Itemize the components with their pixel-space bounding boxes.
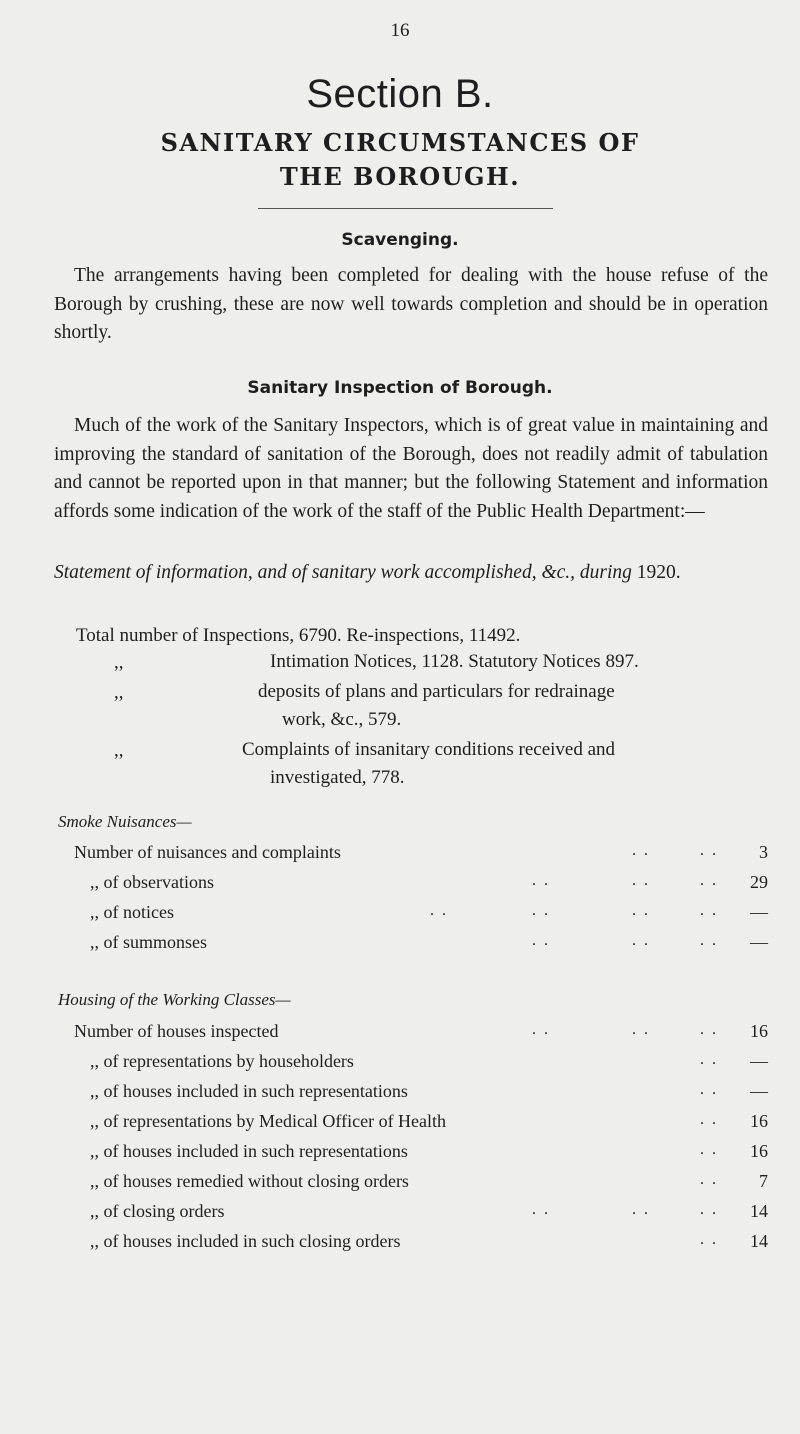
row-label: ,, of houses included in such representations xyxy=(90,1081,408,1101)
table-row xyxy=(54,1081,768,1109)
table-row xyxy=(54,1171,768,1199)
leader-dots: . . xyxy=(700,1201,718,1218)
leader-dots: . . xyxy=(700,1081,718,1098)
smoke-heading: Smoke Nuisances— xyxy=(58,812,192,831)
table-row xyxy=(54,1231,768,1259)
leader-dots: . . xyxy=(700,932,718,949)
leader-dots: . . xyxy=(700,872,718,889)
row-label: ,, of houses remedied without closing orders xyxy=(90,1171,409,1191)
row-label: ,, of closing orders xyxy=(90,1201,225,1221)
divider xyxy=(258,208,553,209)
leader-dots: . . xyxy=(700,1051,718,1068)
scavenging-paragraph: The arrangements having been completed for dealing with the house refuse of the Borough by crushing, these are now well towards completion and should be in operation shortly. xyxy=(54,265,768,344)
row-value: 16 xyxy=(750,1021,768,1041)
row-value: — xyxy=(750,1051,768,1071)
statement-italic: Statement of information, and of sanitary work accomplished, &c., during xyxy=(54,562,632,583)
row-value: 14 xyxy=(750,1201,768,1221)
row-label: ,, of notices xyxy=(90,902,174,922)
totals-line-1: Total number of Inspections, 6790. Re-inspections, 11492. xyxy=(76,625,521,646)
leader-dots: . . xyxy=(532,932,550,949)
housing-heading: Housing of the Working Classes— xyxy=(58,990,291,1009)
leader-dots: . . xyxy=(700,1111,718,1128)
table-row xyxy=(54,1201,768,1229)
table-row xyxy=(54,1111,768,1139)
ditto-mark: ,, xyxy=(114,740,124,761)
section-title: Section B. xyxy=(306,72,494,116)
table-row xyxy=(54,1021,768,1049)
page-number: 16 xyxy=(390,20,410,41)
leader-dots: . . xyxy=(700,1171,718,1188)
row-label: Number of nuisances and complaints xyxy=(74,842,341,862)
table-row xyxy=(54,872,768,900)
table-row xyxy=(54,1051,768,1079)
leader-dots: . . xyxy=(632,872,650,889)
leader-dots: . . xyxy=(700,1141,718,1158)
row-value: 3 xyxy=(759,842,768,862)
statement-heading xyxy=(54,559,768,588)
leader-dots: . . xyxy=(632,1201,650,1218)
totals-line-4b: investigated, 778. xyxy=(270,767,405,788)
row-label: ,, of representations by Medical Officer of Health xyxy=(90,1111,447,1131)
row-label: ,, of houses included in such representations xyxy=(90,1141,408,1161)
row-value: — xyxy=(750,902,768,922)
row-value: 7 xyxy=(759,1171,768,1191)
row-value: 29 xyxy=(750,872,768,892)
leader-dots: . . xyxy=(632,932,650,949)
leader-dots: . . xyxy=(532,1021,550,1038)
totals-line-4a: Complaints of insanitary conditions received and xyxy=(242,739,616,760)
row-value: 14 xyxy=(750,1231,768,1251)
totals-line-3a: deposits of plans and particulars for redrainage xyxy=(258,681,615,702)
leader-dots: . . xyxy=(632,902,650,919)
row-label: Number of houses inspected xyxy=(74,1021,279,1041)
table-row xyxy=(54,902,768,930)
leader-dots: . . xyxy=(532,902,550,919)
row-label: ,, of representations by householders xyxy=(90,1051,354,1071)
row-label: ,, of houses included in such closing orders xyxy=(90,1231,401,1251)
leader-dots: . . xyxy=(700,842,718,859)
leader-dots: . . xyxy=(700,902,718,919)
leader-dots: . . xyxy=(632,1021,650,1038)
table-row xyxy=(54,1141,768,1169)
row-value: — xyxy=(750,1081,768,1101)
row-value: 16 xyxy=(750,1141,768,1161)
ditto-mark: ,, xyxy=(114,682,124,703)
leader-dots: . . xyxy=(532,1201,550,1218)
main-heading-line-1: SANITARY CIRCUMSTANCES OF xyxy=(160,128,640,157)
row-label: ,, of summonses xyxy=(90,932,207,952)
scavenging-heading: Scavenging. xyxy=(341,230,459,250)
main-heading-line-2: THE BOROUGH. xyxy=(279,162,521,191)
totals-line-2: Intimation Notices, 1128. Statutory Notices 897. xyxy=(270,651,639,672)
leader-dots: . . xyxy=(632,842,650,859)
statement-year: 1920. xyxy=(636,562,681,583)
row-value: 16 xyxy=(750,1111,768,1131)
leader-dots: . . xyxy=(700,1021,718,1038)
totals-line-3b: work, &c., 579. xyxy=(282,709,402,730)
leader-dots: . . xyxy=(700,1231,718,1248)
table-row xyxy=(54,932,768,960)
leader-dots: . . xyxy=(532,872,550,889)
inspection-paragraph: Much of the work of the Sanitary Inspectors, which is of great value in maintaining and improving the standard of sanitation of the Borough, does not readily admit of tabulation and cannot be reported upon in that manner; but the following Statement and information affords some indication of the work of the staff of the Public Health Department:— xyxy=(54,415,768,523)
table-row xyxy=(54,842,768,870)
leader-dots: . . xyxy=(430,902,448,919)
row-label: ,, of observations xyxy=(90,872,214,892)
row-value: — xyxy=(750,932,768,952)
inspection-heading: Sanitary Inspection of Borough. xyxy=(247,378,553,398)
ditto-mark: ,, xyxy=(114,652,124,673)
